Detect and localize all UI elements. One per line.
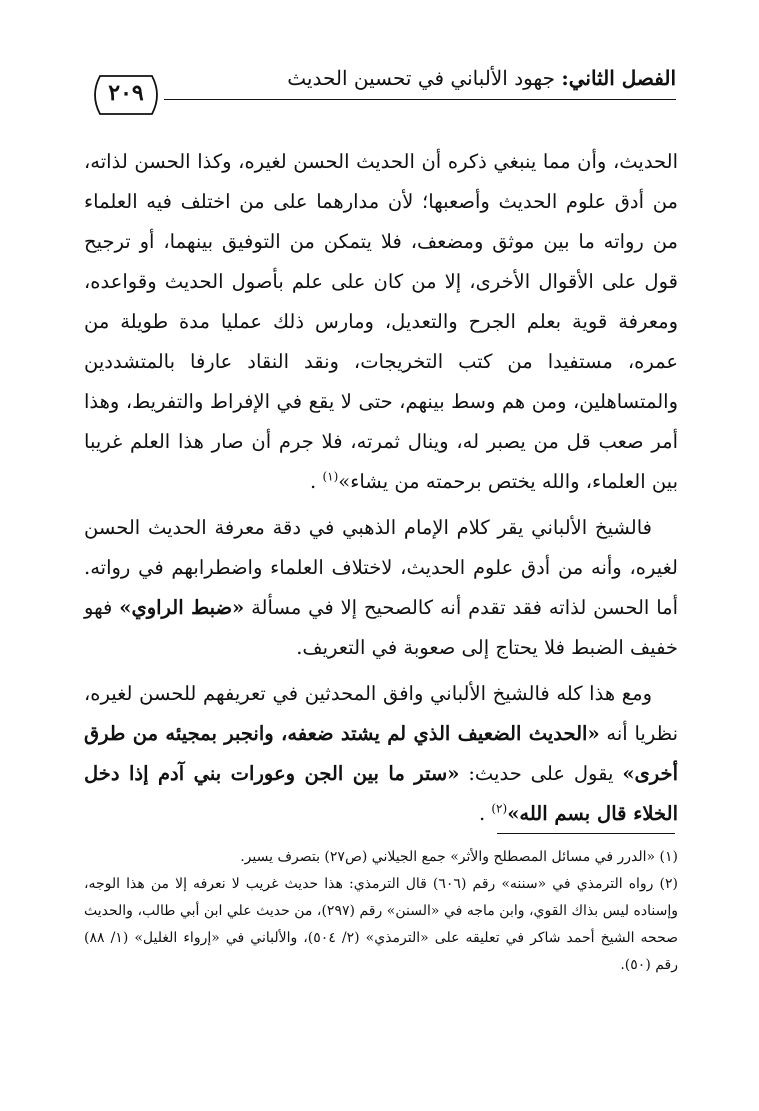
footnote-1: (١) «الدرر في مسائل المصطلح والأثر» جمع الجيلاني (ص٢٧) بتصرف يسير. (240, 849, 678, 865)
paragraph-1-end: . (310, 470, 317, 493)
section-title: جهود الألباني في تحسين الحديث (287, 66, 562, 90)
paragraph-3-text-b: يقول على حديث: (459, 762, 623, 785)
page-number-badge (86, 72, 166, 118)
paragraph-2-text-b: فهو خفيف الضبط فلا يحتاج إلى صعوبة في التعريف. (84, 596, 678, 659)
footnote-2: (٢) رواه الترمذي في «سننه» رقم (٦٠٦) قال الترمذي: هذا حديث غريب لا نعرفه إلا من هذا الوجه، وإسناده ليس بذاك القوي، وابن ماجه في «السنن» رقم (٢٩٧)، من حديث علي ابن أبي طالب، والحديث صححه الشيخ أحمد شاكر في تعليقه على «الترمذي» (٢/ ٥٠٤)، والألباني في «إرواء الغليل» (١/ ٨٨) رقم (٥٠). (84, 876, 679, 973)
footnote-ref-1: (١) (322, 469, 339, 484)
paragraph-2-text-a: فالشيخ الألباني يقر كلام الإمام الذهبي في دقة معرفة الحديث الحسن لغيره، وأنه من أدق علوم الحديث، لاختلاف العلماء واضطرابهم في رواته. أما الحسن لذاته فقد تقدم أنه كالصحيح إلا في مسألة (84, 516, 678, 619)
page-number: ٢٠٩ (108, 80, 144, 106)
page-header (86, 62, 676, 106)
paragraph-2-bold: «ضبط الراوي» (119, 596, 245, 619)
footnote-ref-2: (٢) (491, 801, 508, 816)
main-text (84, 142, 678, 834)
paragraph-3-end: . (478, 802, 486, 825)
running-title (287, 66, 676, 90)
paragraph-1-text: الحديث، وأن مما ينبغي ذكره أن الحديث الحسن لغيره، وكذا الحسن لذاته، من أدق علوم الحديث وأصعبها؛ لأن مدارهما على من اختلف فيه العلماء من رواته ما بين موثق ومضعف، فلا يتمكن من التوفيق بينهما، أو ترجيح قول على الأقوال الأخرى، إلا من كان على علم بأصول الحديث وقواعده، ومعرفة قوية بعلم الجرح والتعديل، ومارس ذلك عمليا مدة طويلة من عمره، مستفيدا من كتب التخريجات، ونقد النقاد عارفا بالمتشددين والمتساهلين، ومن هم وسط بينهم، حتى لا يقع في الإفراط والتفريط، وهذا أمر صعب قل من يصبر له، وينال ثمرته، فلا جرم أن صار هذا العلم غريبا بين العلماء، والله يختص برحمته من يشاء» (84, 150, 678, 493)
header-rule (164, 99, 676, 100)
paragraph-1 (84, 142, 678, 502)
footnote-separator (497, 833, 675, 834)
chapter-label: الفصل الثاني: (561, 66, 676, 90)
paragraph-3-bold-1: «الحديث الضعيف الذي لم يشتد ضعفه، وانجبر بمجيئه من طرق أخرى» (84, 722, 678, 785)
footnotes (84, 844, 678, 979)
paragraph-3 (84, 674, 678, 834)
paragraph-2 (84, 508, 678, 668)
paragraph-3-bold-2: «ستر ما بين الجن وعورات بني آدم إذا دخل الخلاء قال بسم الله» (84, 762, 678, 825)
paragraph-3-text-a: ومع هذا كله فالشيخ الألباني وافق المحدثين في تعريفهم للحسن لغيره، نظريا أنه (84, 682, 679, 745)
